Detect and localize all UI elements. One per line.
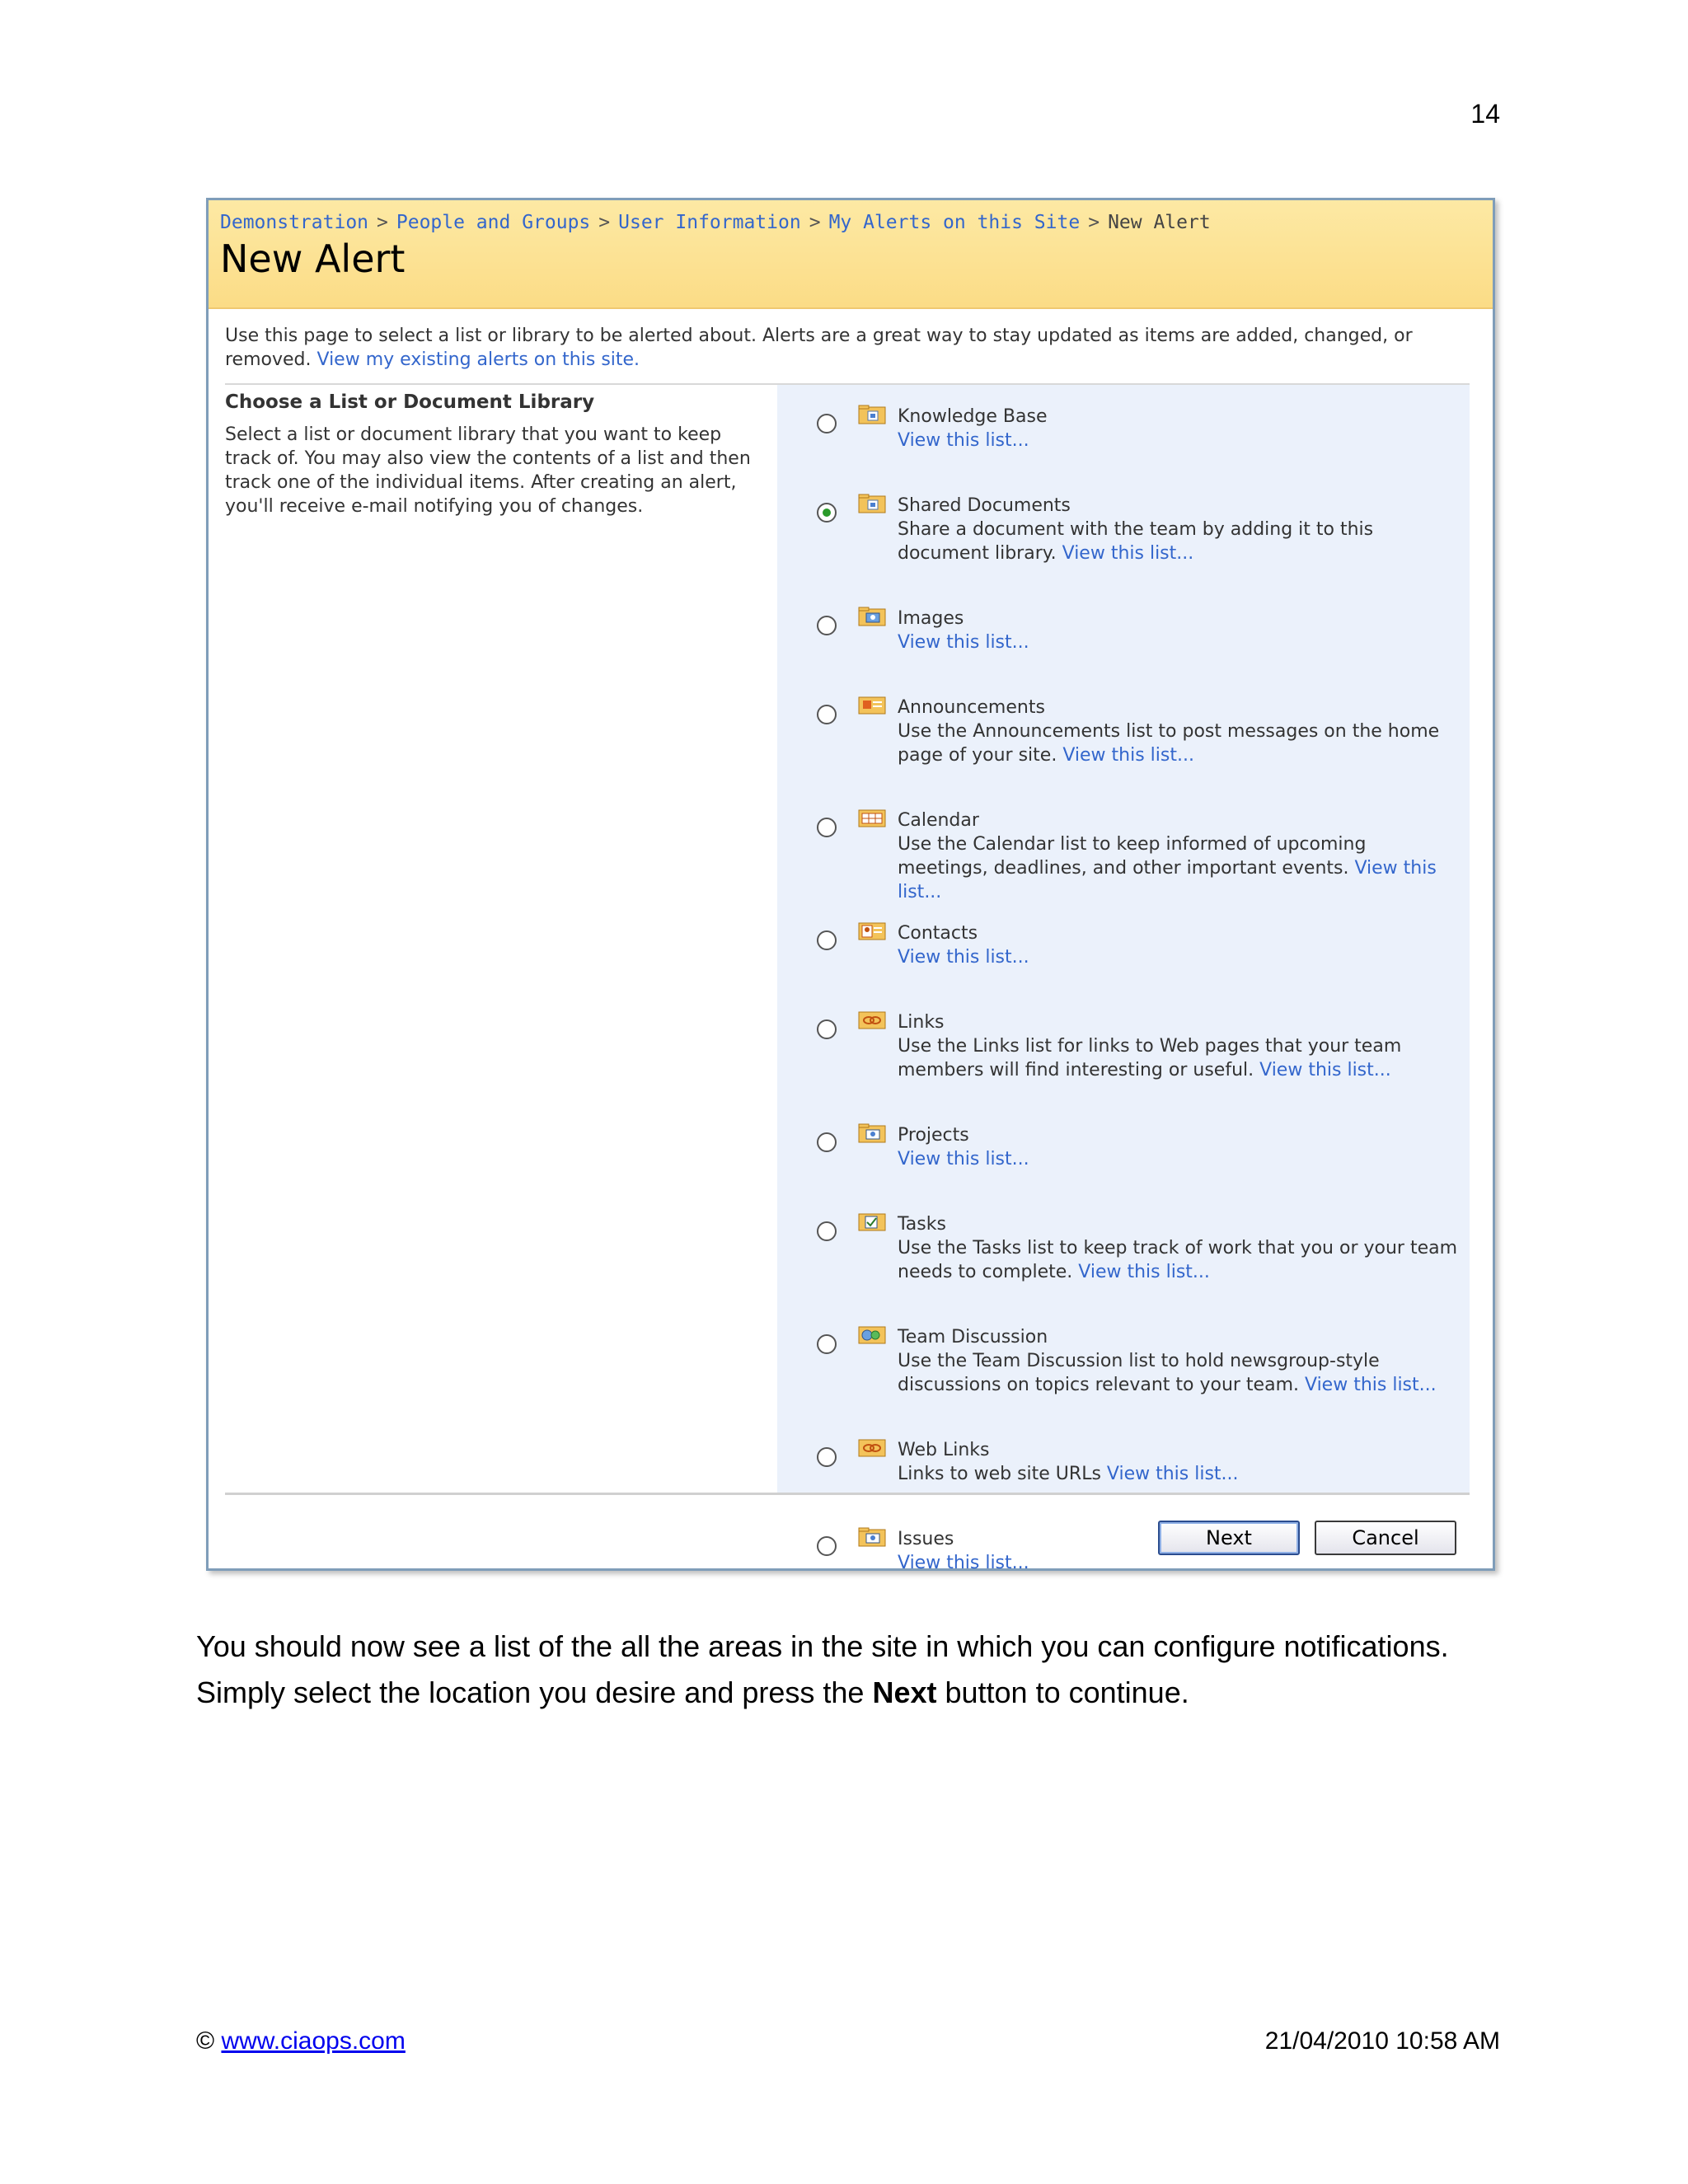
list-item-title: Announcements [898,697,1045,718]
radio-web-links[interactable] [817,1447,837,1467]
intro-description: Use this page to select a list or library to be alerted about. Alerts are a great way to stay updated as items are added, changed, or removed. [225,326,1413,370]
sharepoint-screenshot [206,198,1495,1571]
radio-projects[interactable] [817,1132,837,1152]
list-item [777,405,1470,452]
breadcrumb-separator: > [598,212,611,233]
view-this-list-link[interactable]: View this list... [898,858,1437,902]
view-this-list-link[interactable]: View this list... [1062,745,1194,766]
body-text-bold: Next [872,1675,937,1709]
list-item-title: Tasks [898,1214,946,1235]
description-text: Use the Announcements list to post messages on the home page of your site. [898,721,1440,766]
list-item [777,921,1470,969]
next-button[interactable]: Next [1158,1521,1300,1555]
list-item-text [898,405,1458,452]
copyright-symbol: © [196,2027,215,2055]
breadcrumb [220,212,1211,233]
footer-copyright [196,2027,406,2055]
list-item-description [898,518,1458,565]
view-this-list-link[interactable]: View this list... [1062,543,1194,564]
list-item-text [898,808,1458,904]
breadcrumb-separator: > [377,212,388,233]
view-this-list-link[interactable]: View this list... [1305,1375,1437,1395]
list-item-title: Images [898,608,964,629]
calendar-icon [858,808,886,828]
list-icon [858,1527,886,1547]
list-item-title: Web Links [898,1440,990,1460]
list-item-text [898,921,1458,969]
picture-library-icon [858,607,886,626]
list-item [777,696,1470,767]
radio-knowledge-base[interactable] [817,414,837,434]
view-this-list-link[interactable]: View this list... [898,1553,1029,1573]
list-item-title: Shared Documents [898,495,1071,516]
contacts-icon [858,921,886,941]
choose-list-section [225,391,769,518]
list-item-title: Contacts [898,923,978,944]
breadcrumb-separator: > [1088,212,1100,233]
body-paragraph [196,1624,1515,1716]
description-text: Links to web site URLs [898,1464,1107,1484]
radio-calendar[interactable] [817,818,837,837]
list-item [777,1438,1470,1486]
links-icon [858,1438,886,1458]
list-item [777,1325,1470,1397]
list-item-description [898,832,1458,904]
page-title: New Alert [220,237,406,281]
view-this-list-link[interactable]: View this list... [898,947,1029,968]
list-item-title: Links [898,1012,945,1033]
links-icon [858,1010,886,1030]
radio-issues[interactable] [817,1536,837,1556]
list-item-text [898,494,1458,565]
view-existing-alerts-link[interactable]: View my existing alerts on this site. [316,349,640,370]
body-text-part: button to continue. [936,1675,1189,1709]
announcements-icon [858,696,886,715]
list-item-description [898,945,1458,969]
list-item-description [898,630,1458,654]
description-text: Use the Calendar list to keep informed of upcoming meetings, deadlines, and other important events. [898,834,1367,879]
body-line-2 [196,1670,1515,1716]
document-library-icon [858,405,886,424]
page-header [209,200,1493,309]
tasks-icon [858,1212,886,1232]
list-item-text [898,1325,1458,1397]
section-title: Choose a List or Document Library [225,391,595,413]
list-item [777,1010,1470,1082]
bottom-divider [225,1493,1470,1495]
view-this-list-link[interactable]: View this list... [898,1149,1029,1169]
list-item-description [898,719,1458,767]
view-this-list-link[interactable]: View this list... [898,632,1029,653]
list-item-description [898,1147,1458,1171]
list-item-text [898,1010,1458,1082]
breadcrumb-my-alerts[interactable]: My Alerts on this Site [828,212,1081,233]
document-library-icon [858,494,886,513]
breadcrumb-user-information[interactable]: User Information [618,212,801,233]
description-text: Use the Tasks list to keep track of work that you or your team needs to complete. [898,1238,1458,1282]
breadcrumb-people-and-groups[interactable]: People and Groups [396,212,591,233]
radio-tasks[interactable] [817,1221,837,1241]
list-item-description [898,429,1458,452]
list-item [777,1212,1470,1284]
body-text-part: Simply select the location you desire and press the [196,1675,873,1709]
list-item-text [898,1438,1458,1486]
list-item-text [898,607,1458,654]
description-text: Use the Team Discussion list to hold newsgroup-style discussions on topics relevant to your team. [898,1351,1380,1395]
list-item [777,1123,1470,1171]
discussion-icon [858,1325,886,1345]
list-item [777,808,1470,902]
cancel-button[interactable]: Cancel [1315,1521,1456,1555]
view-this-list-link[interactable]: View this list... [1106,1464,1239,1484]
list-item-title: Calendar [898,810,979,831]
list-item-title: Team Discussion [898,1327,1048,1347]
list-item-text [898,1212,1458,1284]
radio-images[interactable] [817,616,837,635]
view-this-list-link[interactable]: View this list... [1259,1060,1391,1080]
list-item-description [898,1034,1458,1082]
description-text: Use the Links list for links to Web pages that your team members will find interesting or useful. [898,1036,1402,1080]
footer-datetime: 21/04/2010 10:58 AM [1264,2027,1500,2055]
view-this-list-link[interactable]: View this list... [898,430,1029,451]
page-number: 14 [1470,99,1500,129]
intro-text [225,324,1461,372]
section-description: Select a list or document library that you want to keep track of. You may also view the contents of a list and then track one of the individual items. After creating an alert, you'll receive e-mail notifying you of changes. [225,424,751,517]
radio-contacts[interactable] [817,930,837,950]
list-item-text [898,1123,1458,1171]
breadcrumb-current: New Alert [1108,212,1211,233]
list-item-title: Knowledge Base [898,406,1048,427]
view-this-list-link[interactable]: View this list... [1078,1262,1210,1282]
description-text: Share a document with the team by adding it to this document library. [898,519,1374,564]
list-item [777,494,1470,565]
list-item-title: Projects [898,1125,969,1146]
list-item-description [898,1462,1458,1486]
list-item-text [898,696,1458,767]
list-item [777,607,1470,654]
body-line-1: You should now see a list of the all the areas in the site in which you can configure notifications. [196,1629,1449,1663]
radio-team-discussion[interactable] [817,1334,837,1354]
radio-links[interactable] [817,1019,837,1039]
breadcrumb-separator: > [809,212,821,233]
radio-shared-documents[interactable] [817,503,837,523]
list-item-title: Issues [898,1529,954,1549]
list-icon [858,1123,886,1143]
radio-announcements[interactable] [817,705,837,724]
breadcrumb-demonstration[interactable]: Demonstration [220,212,369,233]
list-item-description [898,1349,1458,1397]
list-item-description [898,1236,1458,1284]
footer-site-link[interactable]: www.ciaops.com [221,2027,406,2055]
